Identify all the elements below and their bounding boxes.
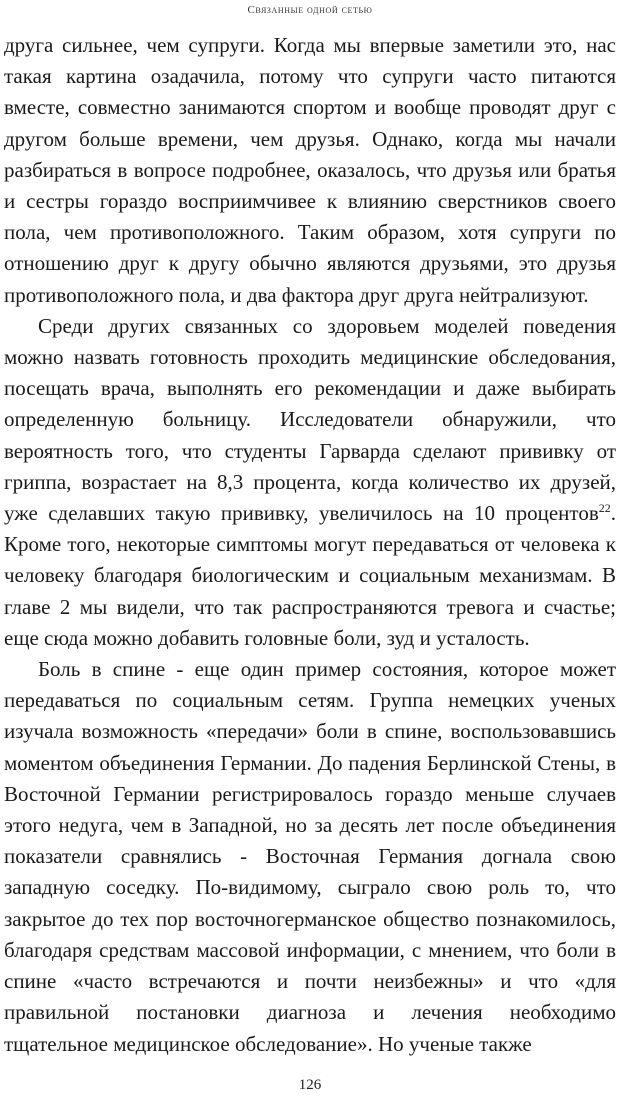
paragraph-continued: друга сильнее, чем супруги. Когда мы впервые заметили это, нас такая картина озадачила, потому что супруги часто питаются вместе, совместно занимаются спортом и вообще проводят друг с другом больше времени, чем друзья. Однако, когда мы начали разбираться в вопросе подробнее, оказалось, что друзья или братья и сестры гораздо восприимчивее к влиянию сверстников своего пола, чем противоположного. Таким образом, хотя супруги по отношению друг к другу обычно являются друзьями, это друзья противоположного пола, и два фактора друг друга нейтрализуют. (4, 33, 616, 307)
paragraph-text-after-footnote: . Кроме того, некоторые симптомы могут передаваться от человека к человеку благодаря биологическим и социальным механизмам. В главе 2 мы видели, что так распространяются тревога и счастье; еще сюда можно добавить головные боли, зуд и усталость. (4, 501, 616, 650)
paragraph-health-behaviors (4, 311, 616, 654)
page-body (4, 30, 616, 1060)
footnote-reference[interactable]: 22 (598, 501, 611, 516)
page-number: 126 (298, 1077, 322, 1093)
running-head: Связанные одной сетью (247, 4, 373, 16)
paragraph-text-before-footnote: Среди других связанных со здоровьем моделей поведения можно назвать готовность проходить медицинские обследования, посещать врача, выполнять его рекомендации и даже выбирать определенную больницу. Исследователи обнаружили, что вероятность того, что студенты Гарварда сделают прививку от гриппа, возрастает на 8,3 процента, когда количество их друзей, уже сделавших такую прививку, увеличилось на 10 процентов (4, 313, 616, 526)
paragraph-back-pain: Боль в спине - еще один пример состояния, которое может передаваться по социальным сетям. Группа немецких ученых изучала возможность «передачи» боли в спине, воспользовавшись моментом объединения Германии. До падения Берлинской Стены, в Восточной Германии регистрировалось гораздо меньше случаев этого недуга, чем в Западной, но за десять лет после объединения показатели сравнялись - Восточная Германия догнала свою западную соседку. По-видимому, сыграло свою роль то, что закрытое до тех пор восточногерманское общество познакомилось, благодаря средствам массовой информации, с мнением, что боли в спине «часто встречаются и почти неизбежны» и что «для правильной постановки диагноза и лечения необходимо тщательное медицинское обследование». Но ученые также (4, 657, 616, 1056)
